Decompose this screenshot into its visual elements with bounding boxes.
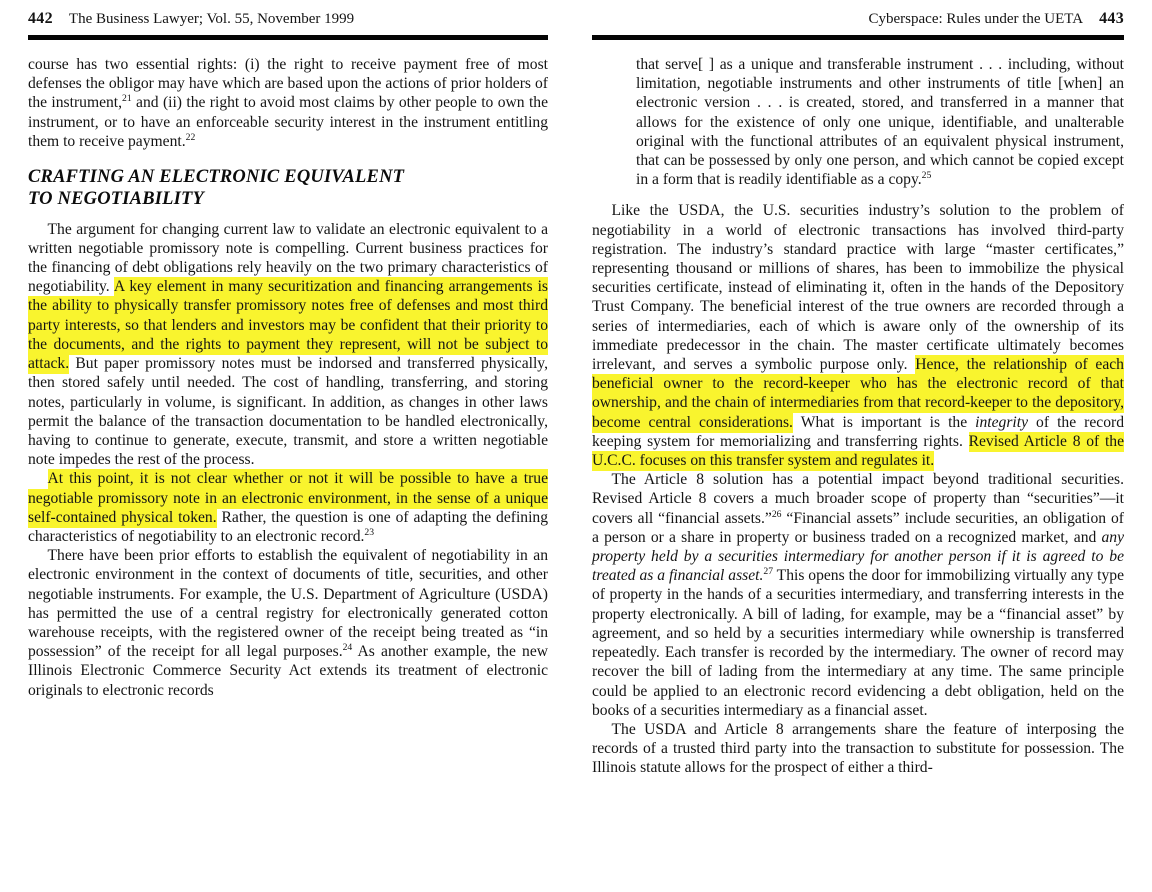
block-quote — [636, 55, 1124, 189]
paragraph — [28, 546, 548, 700]
page-body-right — [592, 55, 1124, 778]
page-header-left — [28, 10, 548, 40]
page-left — [28, 10, 548, 700]
paragraph — [592, 470, 1124, 720]
page-number-left: 442 — [28, 10, 53, 27]
body-text: of the record keeping system for memorializing and transferring rights. — [592, 413, 1124, 450]
highlighted-text: Revised Article 8 of the U.C.C. focuses on this transfer system and regulates it. — [592, 432, 1124, 470]
body-text: integrity — [975, 413, 1029, 431]
body-text: The USDA and Article 8 arrangements share the feature of interposing the records of a trusted third party into the transaction to substitute for possession. The Illinois statute allows for the prospect of either a third- — [592, 720, 1124, 777]
body-text: The argument for changing current law to validate an electronic equivalent to a written negotiable promissory note is compelling. Current business practices for the financing of debt obligations rely heavily on the two primary characteristics of negotiability. — [28, 220, 548, 296]
footnote-reference: 22 — [185, 131, 196, 143]
body-text: any property held by a securities intermediary for another person if it is agreed to be treated as a financial asset. — [592, 528, 1124, 585]
running-title-right: Cyberspace: Rules under the UETA — [868, 11, 1084, 27]
body-text: Rather, the question is one of adapting the defining characteristics of negotiability to an electronic record. — [28, 508, 548, 545]
body-text: “Financial assets” include securities, an obligation of a person or a share in property or business traded on a recognized market, and — [592, 509, 1124, 546]
footnote-reference: 25 — [921, 170, 932, 182]
body-text: that serve[ ] as a unique and transferable instrument . . . including, without limitation, negotiable instruments and other instruments of title [when] an electronic version . . . is created, stored, and transferred in a manner that allows for the existence of only one unique, identifiable, and unalterable original with the functional attributes of an equivalent physical instrument, that can be possessed by only one person, and which cannot be copied except in a form that is readily identifiable as a copy. — [636, 56, 1124, 189]
body-text: But paper promissory notes must be indorsed and transferred physically, then stored safely until needed. The cost of handling, transferring, and storing notes, particularly in volume, is significant. In addition, as changes in other laws permit the balance of the transaction documentation to be handled electronically, having to continue to generate, execute, transmit, and store a written negotiable note impedes the rest of the process. — [28, 355, 548, 469]
footnote-reference: 23 — [364, 526, 375, 538]
body-text: course has two essential rights: (i) the right to receive payment free of most defenses the obligor may have which are based upon the actions of prior holders of the instrument, — [28, 56, 548, 112]
highlighted-text: Hence, the relationship of each beneficial owner to the record-keeper who has the electronic record of that ownership, and the chain of intermediaries from that record-keeper to the depository, become central considerations. — [592, 356, 1124, 431]
body-text: The Article 8 solution has a potential impact beyond traditional securities. Revised Article 8 covers a much broader scope of property than “securities”—it covers all “financial assets.” — [592, 471, 1124, 527]
footnote-reference: 26 — [771, 508, 782, 520]
footnote-reference: 24 — [342, 641, 353, 653]
section-heading: CRAFTING AN ELECTRONIC EQUIVALENT TO NEGOTIABILITY — [28, 167, 405, 209]
body-text: As another example, the new Illinois Electronic Commerce Security Act extends its treatment of electronic originals to electronic records — [28, 643, 548, 699]
page-right — [592, 10, 1124, 778]
body-text: and (ii) the right to avoid most claims by other people to own the instrument, or to have an enforceable security interest in the instrument entitling them to receive payment. — [28, 94, 548, 150]
footnote-reference: 21 — [122, 93, 132, 105]
page-number-right: 443 — [1099, 10, 1124, 27]
page-body-left — [28, 55, 548, 700]
paragraph — [592, 720, 1124, 778]
body-text: There have been prior efforts to establish the equivalent of negotiability in an electronic environment in the context of documents of title, securities, and other negotiable instruments. For example, the U.S. Department of Agriculture (USDA) has permitted the use of a central registry for electronically generated cotton warehouse receipts, with the registered owner of the receipt being treated as “in possession” of the receipt for all legal purposes. — [28, 547, 548, 661]
body-text: This opens the door for immobilizing virtually any type of property in the hands of a securities intermediary, and transferring interests in the property electronically. A bill of lading, for example, may be a “financial asset” by agreement, and so held by a securities intermediary while ownership is transferred repeatedly. Each transfer is recorded by the intermediary. The owner of record may recover the bill of lading from the intermediary at any time. The same principle could be applied to an electronic record evidencing a debt obligation, held on the books of a securities intermediary as a financial asset. — [592, 567, 1125, 719]
paragraph — [592, 201, 1124, 470]
paragraph — [28, 55, 548, 151]
highlighted-text: At this point, it is not clear whether or not it will be possible to have a true negotiable promissory note in an electronic environment, in the sense of a unique self-contained physical token. — [28, 470, 548, 526]
body-text: Like the USDA, the U.S. securities industry’s solution to the problem of negotiability in a world of electronic transactions has involved third-party registration. The industry’s standard practice with large “master certificates,” representing thousand or millions of shares, has been to immobilize the physical securities certificate, instead of eliminating it, often in the hands of the Depository Trust Company. The beneficial interest of the true owners are recorded through a series of intermediaries, each of which is aware only of the ownership of its immediate predecessor in the chain. The master certificate ultimately becomes irrelevant, and serves a symbolic purpose only. — [592, 202, 1124, 374]
page-header-right — [592, 10, 1124, 40]
paragraph — [28, 220, 548, 470]
footnote-reference: 27 — [763, 566, 774, 578]
highlighted-text: A key element in many securitization and financing arrangements is the ability to physically transfer promissory notes free of defenses and most third party interests, so that lenders and investors may be confident that their priority to the documents, and the rights to payment they represent, will not be subject to attack. — [28, 278, 548, 373]
body-text: What is important is the — [792, 413, 976, 431]
paragraph — [28, 469, 548, 546]
running-title-left: The Business Lawyer; Vol. 55, November 1999 — [68, 11, 355, 27]
